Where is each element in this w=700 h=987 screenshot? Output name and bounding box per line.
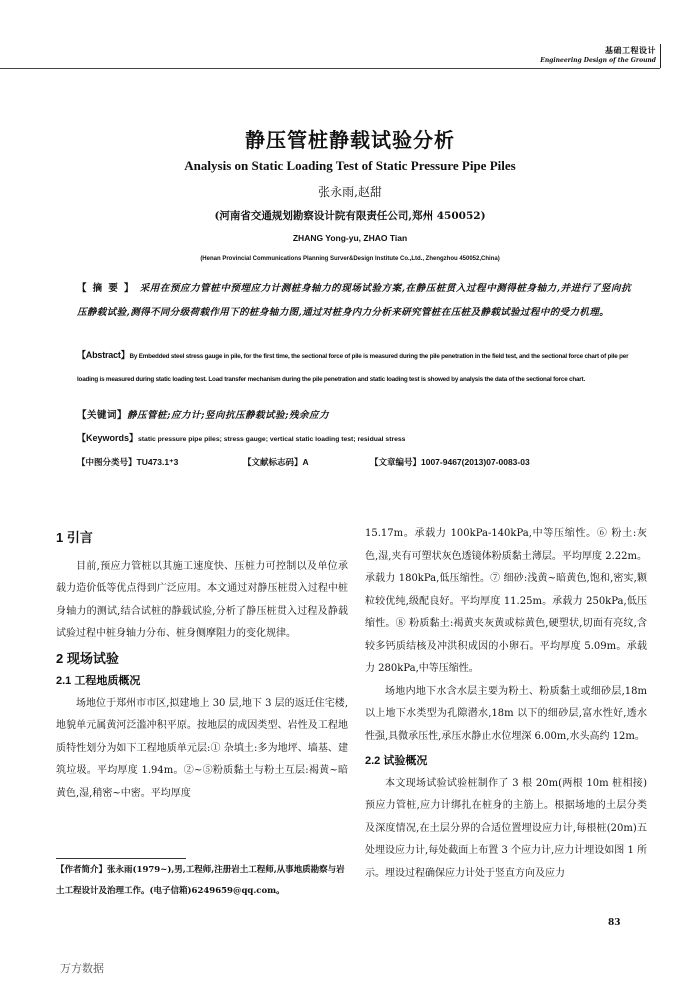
- subsection-heading-test-overview: 2.2 试验概况: [365, 755, 428, 767]
- footnote-label: 【作者简介】: [56, 865, 108, 875]
- paragraph-geology: 场地位于郑州市市区,拟建地上 30 层,地下 3 层的返迁住宅楼,地貌单元属黄河泛滥冲积平原。按地层的成因类型、岩性及工程地质特性划分为如下工程地质单元层:① 杂填土:多为地坪、墙基、建筑垃圾。平均厚度 1.94m。②~⑤粉质黏土与粉土互层:褐黄~暗黄色,湿,稍密~中密。平均厚度: [56, 697, 348, 799]
- paragraph-groundwater: 场地内地下水含水层主要为粉土、粉质黏土或细砂层,18m 以上地下水类型为孔隙潜水,18m 以下的细砂层,富水性好,透水性强,具微承压性,承压水静止水位埋深 6.00m,水头高约 12m。: [365, 685, 647, 742]
- section-heading-intro: 1 引言: [56, 530, 93, 545]
- clc-number: 【中图分类号】TU473.1⁺3: [77, 457, 179, 467]
- abstract-en-text: By Embedded steel stress gauge in pile, for the first time, the sectional force of pile is measured during the pile penetration in the field test, and the sectional force chart of pile per loading is measured during static loading test. Load transfer mechanism during the pile penetration and static loading test is showed by analysis the data of the sectional force chart.: [77, 353, 629, 383]
- paragraph-test-overview: 本文现场试验试验桩制作了 3 根 20m(两根 10m 桩相接)预应力管桩,应力计绑扎在桩身的主筋上。根据场地的土层分类及深度情况,在土层分界的合适位置埋设应力计,每根桩(20m)五处埋设应力计,每处截面上布置 3 个应力计,应力计埋设如图 1 所示。埋设过程确保应力计处于竖直方向及应力: [365, 777, 647, 879]
- header-rule: [0, 68, 660, 69]
- document-code: 【文献标志码】A: [243, 457, 309, 467]
- abstract-cn-text: 采用在预应力管桩中预埋应力计测桩身轴力的现场试验方案,在静压桩贯入过程中测得桩身轴力,并进行了竖向抗压静载试验,测得不同分级荷载作用下的桩身轴力图,通过对桩身内力分析来研究管桩在压桩及静载试验过程中的受力机理。: [77, 283, 631, 318]
- keywords-cn-text: 静压管桩;应力计;竖向抗压静载试验;残余应力: [127, 410, 330, 421]
- keywords-cn-label: 【关键词】: [77, 410, 128, 421]
- database-watermark: 万方数据: [60, 962, 104, 975]
- left-column: [56, 527, 348, 805]
- affiliation: (河南省交通规划勘察设计院有限责任公司,郑州 450052): [214, 210, 486, 222]
- author-bio-footnote: [56, 860, 348, 902]
- keywords-en-label: 【Keywords】: [77, 433, 139, 443]
- paper-title: 静压管桩静载试验分析: [245, 128, 455, 152]
- keywords-en: [77, 431, 405, 444]
- footnote-text: 张永雨(1979~),男,工程师,注册岩土工程师,从事地质勘察与岩土工程设计及治理工作。(电子信箱)624965​9@qq.com。: [56, 865, 345, 896]
- affiliation-en: (Henan Provincial Communications Planning Surver&Design Institute Co.,Ltd., Zhengzhou 450052,China): [200, 256, 500, 262]
- keywords-cn: [77, 407, 329, 421]
- abstract-cn: [77, 277, 631, 324]
- paragraph-geology-continued: 15.17m。承载力 100kPa-140kPa,中等压缩性。⑥ 粉土:灰色,湿,夹有可塑状灰色透镜体粉质黏土薄层。平均厚度 2.22m。承载力 180kPa,低压缩性。⑦ 细砂:浅黄~暗黄色,饱和,密实,颗粒较优纯,级配良好。平均厚度 11.25m。承载力 250kPa,低压缩性。⑧ 粉质黏土:褐黄夹灰黄或棕黄色,硬塑状,切面有亮纹,含较多钙质结核及冲洪积成因的小卵石。平均厚度 5.09m。承载力 280kPa,中等压缩性。: [365, 528, 647, 674]
- page-number: 83: [608, 918, 621, 928]
- running-header-cn: 基础工程设计: [605, 45, 656, 55]
- paper-title-en: Analysis on Static Loading Test of Static Pressure Pipe Piles: [184, 158, 516, 173]
- abstract-cn-label: 【摘要】: [77, 283, 140, 294]
- keywords-en-text: static pressure pipe piles; stress gauge; vertical static loading test; residual stress: [138, 436, 406, 443]
- authors: 张永雨,赵甜: [318, 185, 382, 199]
- section-heading-field-test: 2 现场试验: [56, 650, 119, 666]
- authors-en: ZHANG Yong-yu, ZHAO Tian: [292, 233, 408, 243]
- paragraph-intro: 目前,预应力管桩以其施工速度快、压桩力可控制以及单位承载力造价低等优点得到广泛应用。本文通过对静压桩贯入过程中桩身轴力的测试,结合试桩的静载试验,分析了静压桩贯入过程及静载试验过程中桩身轴力分布、桩身侧摩阻力的变化规律。: [56, 560, 348, 639]
- header-divider-vertical: [660, 44, 661, 68]
- footnote-rule: [56, 858, 186, 859]
- running-header-en: Engineering Design of the Ground: [540, 57, 656, 64]
- subsection-heading-geology: 2.1 工程地质概况: [56, 675, 141, 687]
- right-column: [365, 523, 647, 885]
- article-number: 【文章编号】1007-9467(2013)07-0083-03: [370, 457, 530, 467]
- abstract-en-label: 【Abstract】: [77, 350, 130, 360]
- abstract-en: [77, 344, 633, 391]
